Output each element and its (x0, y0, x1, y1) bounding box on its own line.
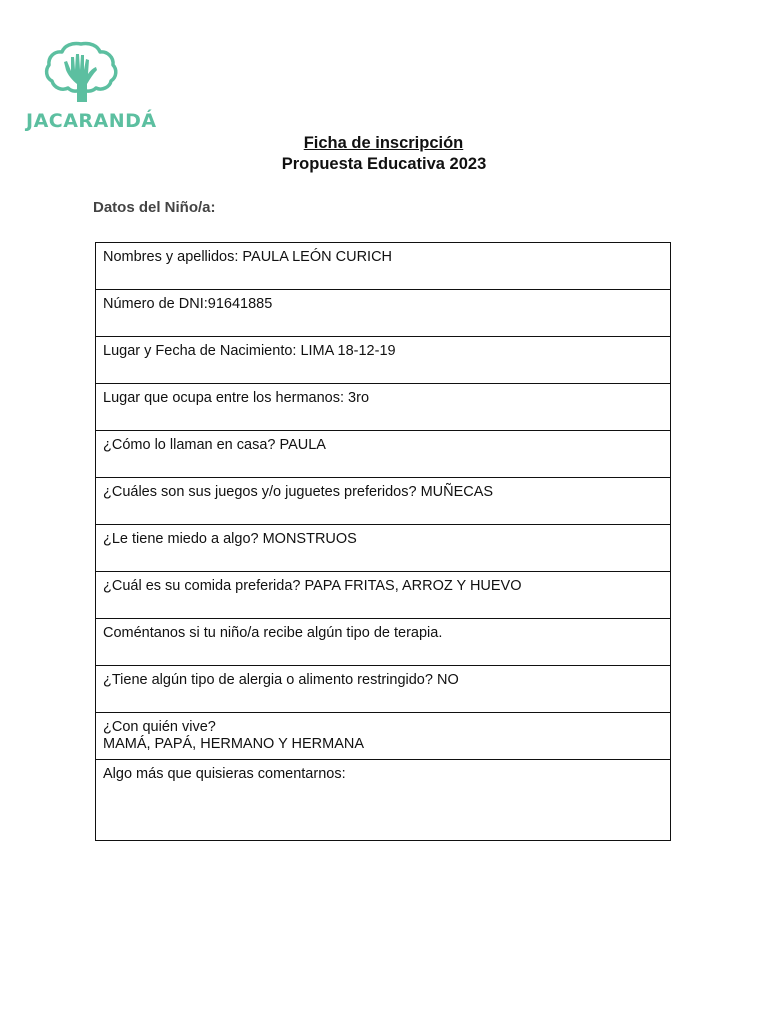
form-row-lives-with (96, 713, 670, 760)
form-row-text: Número de DNI:91641885 (103, 296, 273, 312)
document-header (0, 133, 768, 175)
form-row-answer: MAMÁ, PAPÁ, HERMANO Y HERMANA (103, 736, 365, 752)
form-row-text: Algo más que quisieras comentarnos: (103, 766, 346, 782)
form-row-therapy (96, 619, 670, 666)
form-row-text: ¿Le tiene miedo a algo? MONSTRUOS (103, 531, 357, 547)
form-row-text: Lugar que ocupa entre los hermanos: 3ro (103, 390, 370, 406)
form-row-birth (96, 337, 670, 384)
section-label: Datos del Niño/a: (93, 199, 216, 216)
logo-wordmark: JACARANDÁ (26, 110, 157, 132)
form-row-allergy (96, 666, 670, 713)
form-row-fears (96, 525, 670, 572)
document-title: Ficha de inscripción (303, 134, 464, 152)
form-row-text: ¿Cómo lo llaman en casa? PAULA (103, 437, 326, 453)
form-row-text: ¿Cuáles son sus juegos y/o juguetes preferidos? MUÑECAS (103, 484, 494, 500)
document-subtitle: Propuesta Educativa 2023 (281, 155, 487, 173)
form-row-text: ¿Cuál es su comida preferida? PAPA FRITAS, ARROZ Y HUEVO (103, 578, 522, 594)
form-row-name (96, 243, 670, 290)
form-row-comments (96, 760, 670, 840)
form-row-text: Coméntanos si tu niño/a recibe algún tipo de terapia. (103, 625, 443, 641)
form-row-text: Lugar y Fecha de Nacimiento: LIMA 18-12-19 (103, 343, 396, 359)
tree-hand-icon (44, 40, 118, 106)
form-row-food (96, 572, 670, 619)
form-row-nickname (96, 431, 670, 478)
jacaranda-logo (26, 40, 157, 136)
form-row-text: ¿Tiene algún tipo de alergia o alimento restringido? NO (103, 672, 459, 688)
form-row-dni (96, 290, 670, 337)
registration-form-table (95, 242, 671, 841)
form-row-toys (96, 478, 670, 525)
form-row-text: ¿Con quién vive? (103, 719, 216, 735)
form-row-sibling-order (96, 384, 670, 431)
form-row-text: Nombres y apellidos: PAULA LEÓN CURICH (103, 249, 393, 265)
